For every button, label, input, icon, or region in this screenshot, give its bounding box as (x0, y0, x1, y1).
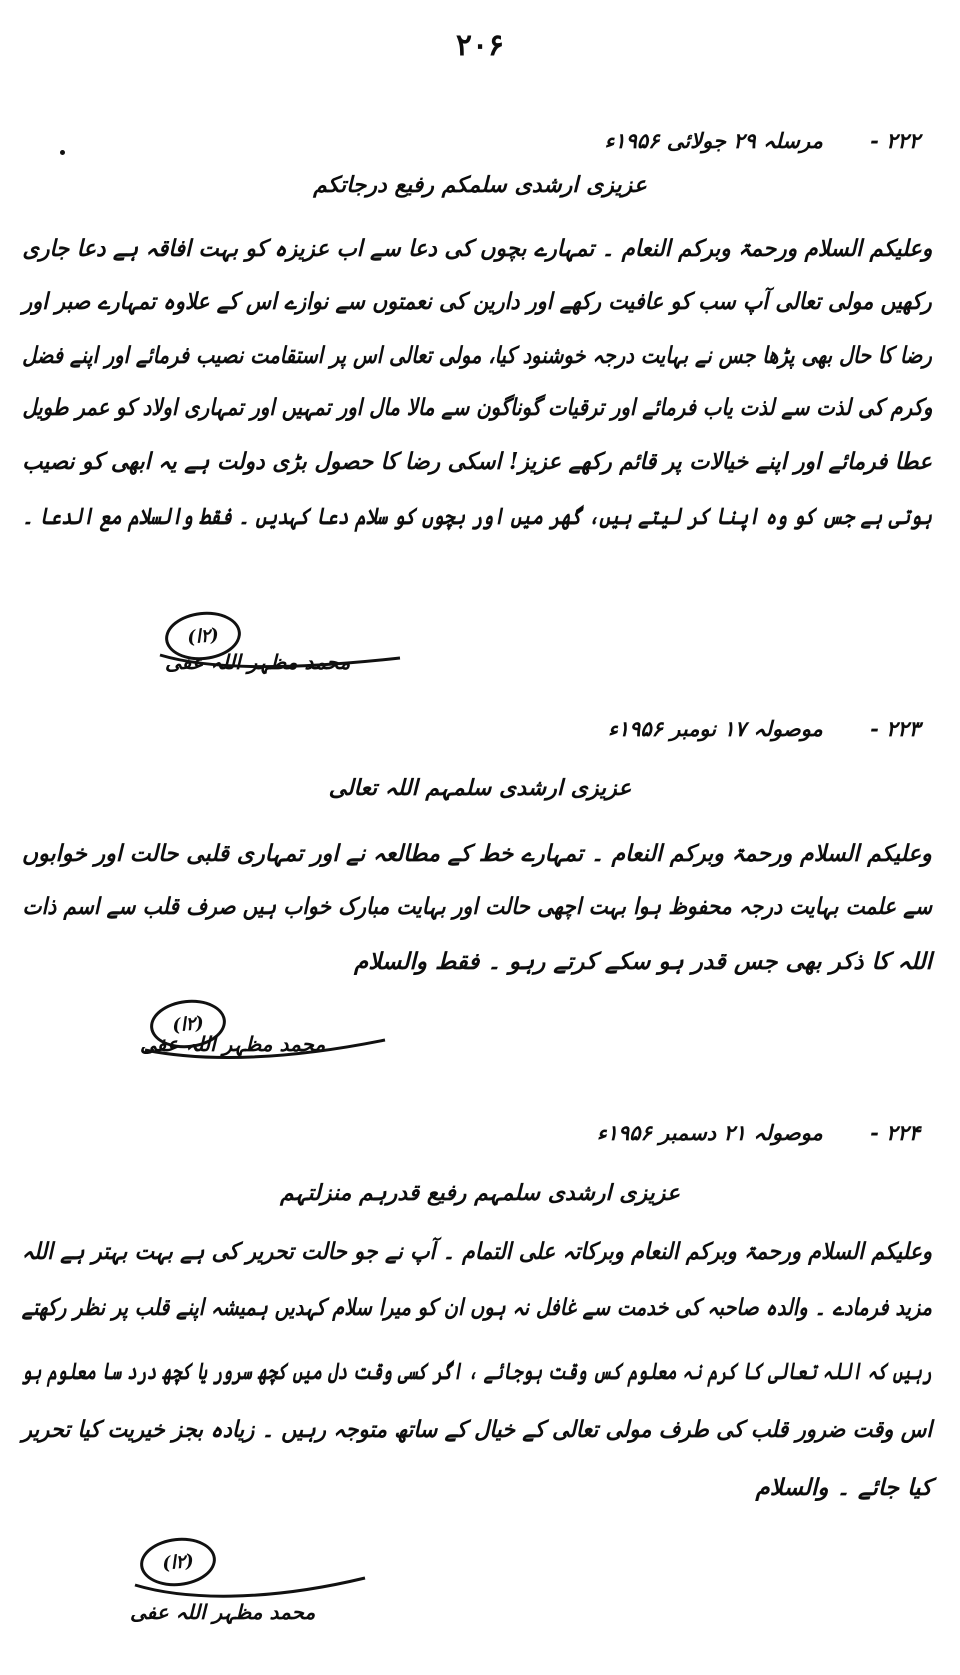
letter-line: عطا فرمائے اور اپنے خیالات پر قائم رکھے عزیز! اسکی رضا کا حصول بڑی دولت ہے یہ ابھی کو نصیب (22, 448, 932, 475)
signature-seal: (۲ا) (148, 996, 229, 1052)
salutation: عزیزی ارشدی سلمہم رفیع قدرہم منزلتہم (279, 1180, 681, 1206)
letter-header (608, 716, 920, 741)
letter-date: موصولہ ۱۷ نومبر ۱۹۵۶ء (607, 716, 823, 741)
letter-line: وعلیکم السلام ورحمۃ وبرکم النعام وبرکاتہ علی التمام ۔ آپ نے جو حالت تحریر کی ہے بہت بہتر ہے اللہ (21, 1238, 932, 1265)
letter-date: مرسلہ ۲۹ جولائی ۱۹۵۶ء (604, 128, 823, 153)
signature-flourish (150, 600, 410, 680)
salutation: عزیزی ارشدی سلمکم رفیع درجاتکم (313, 172, 647, 198)
signature-flourish (125, 1530, 375, 1620)
signature: محمد مظہر اللہ عفی (130, 1600, 316, 1624)
letter-line: ہوتی ہے جس کو وہ اپنا کر لیتے ہیں، گھر میں اور بچوں کو سلام دعا کہدیں ۔ فقط والسلام مع الدعا ۔ (22, 503, 932, 530)
signature: محمد مظہر اللہ عفی (165, 650, 351, 674)
letter-line: رہیں کہ اللہ تعالی کا کرم نہ معلوم کس وقت ہوجائے ، اگر کسی وقت دل میں کچھ سرور یا کچھ درد سا معلوم ہو (22, 1358, 932, 1385)
letter-header (597, 1120, 920, 1145)
letter-line: رضا کا حال بھی پڑھا جس نے بہایت درجہ خوشنود کیا، مولی تعالی اس پر استقامت نصیب فرمائے اور اپنے فضل (22, 342, 932, 369)
letter-header (604, 128, 920, 153)
letter-date: موصولہ ۲۱ دسمبر ۱۹۵۶ء (596, 1120, 823, 1145)
speck-mark (60, 150, 65, 155)
letter-line: مزید فرمادے ۔ والدہ صاحبہ کی خدمت سے غافل نہ ہوں ان کو میرا سلام کہدیں ہمیشہ اپنے قلب پر نظر رکھتے (21, 1294, 932, 1321)
letter-line: کیا جائے ۔ والسلام (755, 1474, 932, 1501)
letter-line: اس وقت ضرور قلب کی طرف مولی تعالی کے خیال کے ساتھ متوجہ رہیں ۔ زیادہ بجز خیریت کیا تحریر (21, 1416, 932, 1443)
letter-line: اللہ کا ذکر بھی جس قدر ہو سکے کرتے رہو ۔ فقط والسلام (353, 948, 932, 975)
letter-number: ۲۲۴ - (870, 1120, 920, 1145)
letter-line: وکرم کی لذت سے لذت یاب فرمائے اور ترقیات گوناگون سے مالا مال اور تمہیں اور تمہاری اولاد کو عمر طویل (21, 394, 932, 421)
letter-line: وعلیکم السلام ورحمۃ وبرکم النعام ۔ تمہارے بچوں کی دعا سے اب عزیزہ کو بہت افاقہ ہے دعا جاری (22, 235, 932, 262)
letter-number: ۲۲۲ - (870, 128, 920, 153)
signature-flourish (135, 990, 395, 1070)
letter-line: وعلیکم السلام ورحمۃ وبرکم النعام ۔ تمہارے خط کے مطالعہ نے اور تمہاری قلبی حالت اور خوابوں (22, 840, 932, 867)
letter-line: سے علمت بہایت درجہ محفوظ ہوا بہت اچھی حالت اور بہایت مبارک خواب ہیں صرف قلب سے اسم ذات (22, 893, 932, 920)
signature-seal: (۲ا) (138, 1534, 219, 1590)
salutation: عزیزی ارشدی سلمہم اللہ تعالی (328, 775, 632, 801)
signature-seal: (۲ا) (163, 608, 244, 664)
letter-line: رکھیں مولی تعالی آپ سب کو عافیت رکھے اور دارین کی نعمتوں سے نوازے اس کے علاوہ تمہارے صبر اور (22, 288, 932, 315)
letter-number: ۲۲۳ - (870, 716, 920, 741)
signature: محمد مظہر اللہ عفی (140, 1032, 326, 1056)
page-number: ۲۰۶ (455, 28, 505, 63)
